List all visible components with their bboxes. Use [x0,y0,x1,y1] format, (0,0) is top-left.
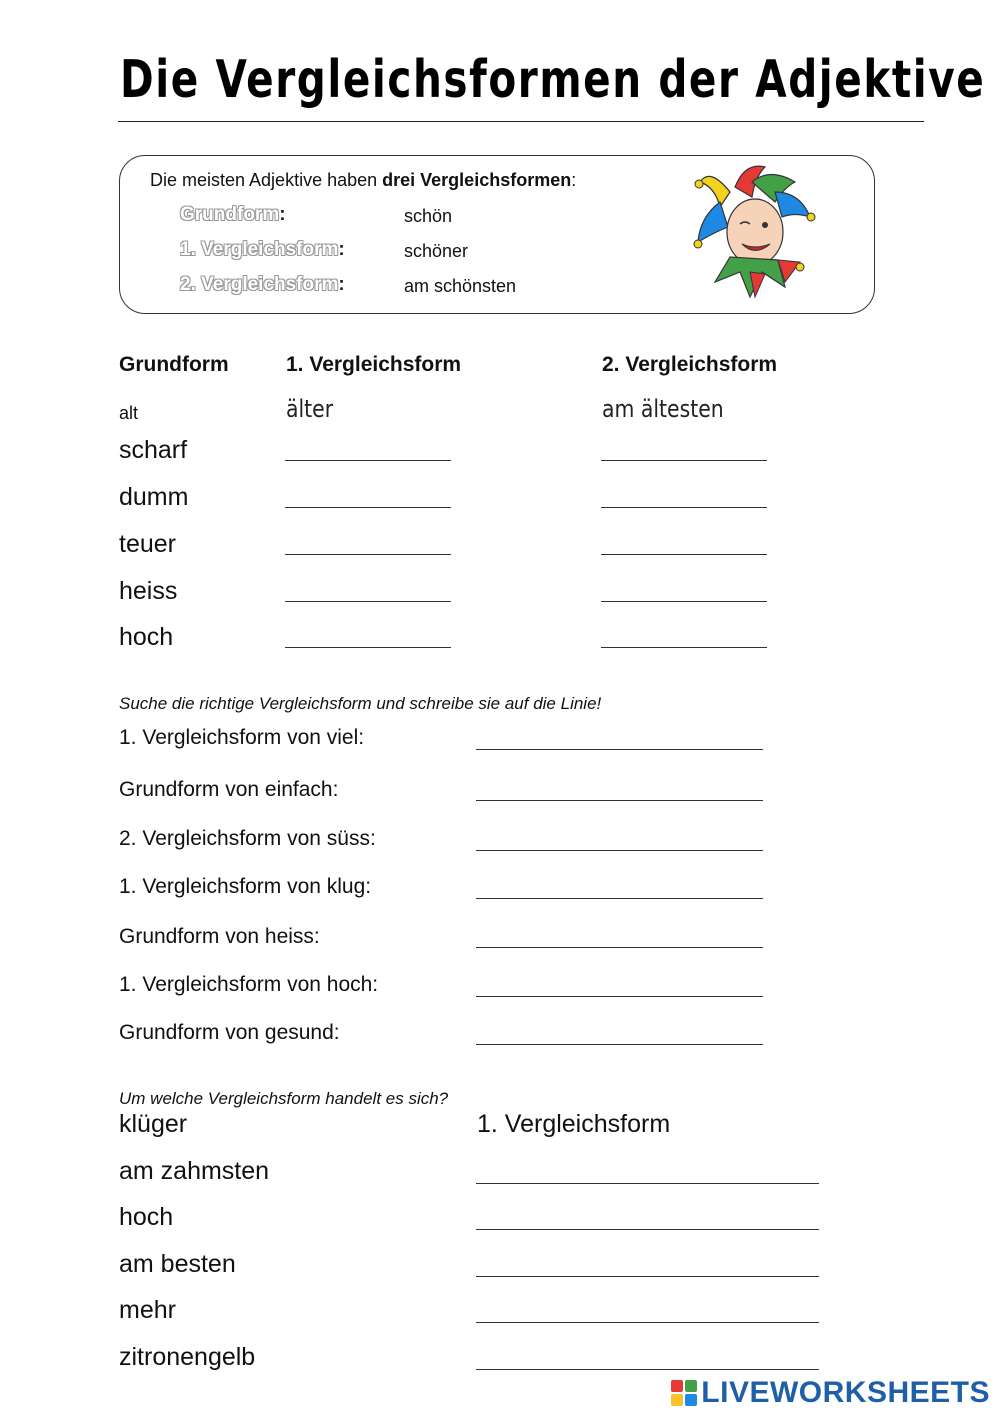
answer-input[interactable] [476,898,763,899]
answer-input[interactable] [476,800,763,801]
answer-input[interactable] [476,850,763,851]
intro-bold: drei Vergleichsformen [382,170,572,190]
col-header-grundform: Grundform [119,353,229,376]
comparative-input[interactable] [285,460,451,461]
example-answer: 1. Vergleichsform [477,1110,671,1138]
superlative-input[interactable] [601,647,767,648]
page-title: Die Vergleichsformen der Adjektive [120,50,986,110]
classify-input[interactable] [476,1229,819,1230]
intro-colon: : [571,170,577,190]
answer-input[interactable] [476,947,763,948]
example-base: alt [119,403,139,423]
question-label: Grundform von einfach: [119,778,339,801]
classify-word: klüger [119,1110,188,1138]
intro-text: Die meisten Adjektive haben [150,170,383,190]
comparative-input[interactable] [285,647,451,648]
example-comparative: älter [286,395,334,423]
comparative-input[interactable] [285,601,451,602]
classify-input[interactable] [476,1322,819,1323]
table-row-word: scharf [119,436,188,464]
example-label: 1. Vergleichsform: [180,239,345,260]
superlative-input[interactable] [601,601,767,602]
col-header-vergleichsform-2: 2. Vergleichsform [602,353,778,376]
logo-tile [671,1394,683,1406]
table-row-word: dumm [119,483,189,511]
question-label: 1. Vergleichsform von hoch: [119,973,379,996]
liveworksheets-logo[interactable] [671,1376,990,1410]
example-value: am schönsten [404,276,517,296]
answer-input[interactable] [476,749,763,750]
brand-name: LIVEWORKSHEETS [701,1376,990,1409]
classify-input[interactable] [476,1276,819,1277]
question-label: 1. Vergleichsform von viel: [119,726,365,749]
question-label: Grundform von gesund: [119,1021,340,1044]
info-intro [150,170,576,191]
jester-icon [690,162,820,302]
example-value: schöner [404,241,469,261]
table-row-word: hoch [119,623,174,651]
example-value: schön [404,206,453,226]
superlative-input[interactable] [601,554,767,555]
classify-word: am besten [119,1250,236,1278]
question-label: 1. Vergleichsform von klug: [119,875,372,898]
logo-tile [685,1394,697,1406]
table-row-word: heiss [119,577,178,605]
classify-word: zitronengelb [119,1343,256,1371]
example-label: 2. Vergleichsform: [180,274,345,295]
comparative-input[interactable] [285,554,451,555]
question-label: Grundform von heiss: [119,925,320,948]
section2-instruction: Suche die richtige Vergleichsform und schreibe sie auf die Linie! [119,694,602,713]
liveworksheets-icon [671,1380,697,1406]
section3-instruction: Um welche Vergleichsform handelt es sich? [119,1089,449,1108]
col-header-vergleichsform-1: 1. Vergleichsform [286,353,462,376]
answer-input[interactable] [476,996,763,997]
classify-word: hoch [119,1203,174,1231]
comparative-input[interactable] [285,507,451,508]
table-row-word: teuer [119,530,176,558]
logo-tile [685,1380,697,1392]
superlative-input[interactable] [601,507,767,508]
question-label: 2. Vergleichsform von süss: [119,827,376,850]
superlative-input[interactable] [601,460,767,461]
answer-input[interactable] [476,1044,763,1045]
example-superlative: am ältesten [602,395,724,423]
logo-tile [671,1380,683,1392]
classify-word: am zahmsten [119,1157,270,1185]
title-divider [118,121,924,122]
example-label: Grundform: [180,204,286,225]
classify-word: mehr [119,1296,176,1324]
classify-input[interactable] [476,1369,819,1370]
classify-input[interactable] [476,1183,819,1184]
